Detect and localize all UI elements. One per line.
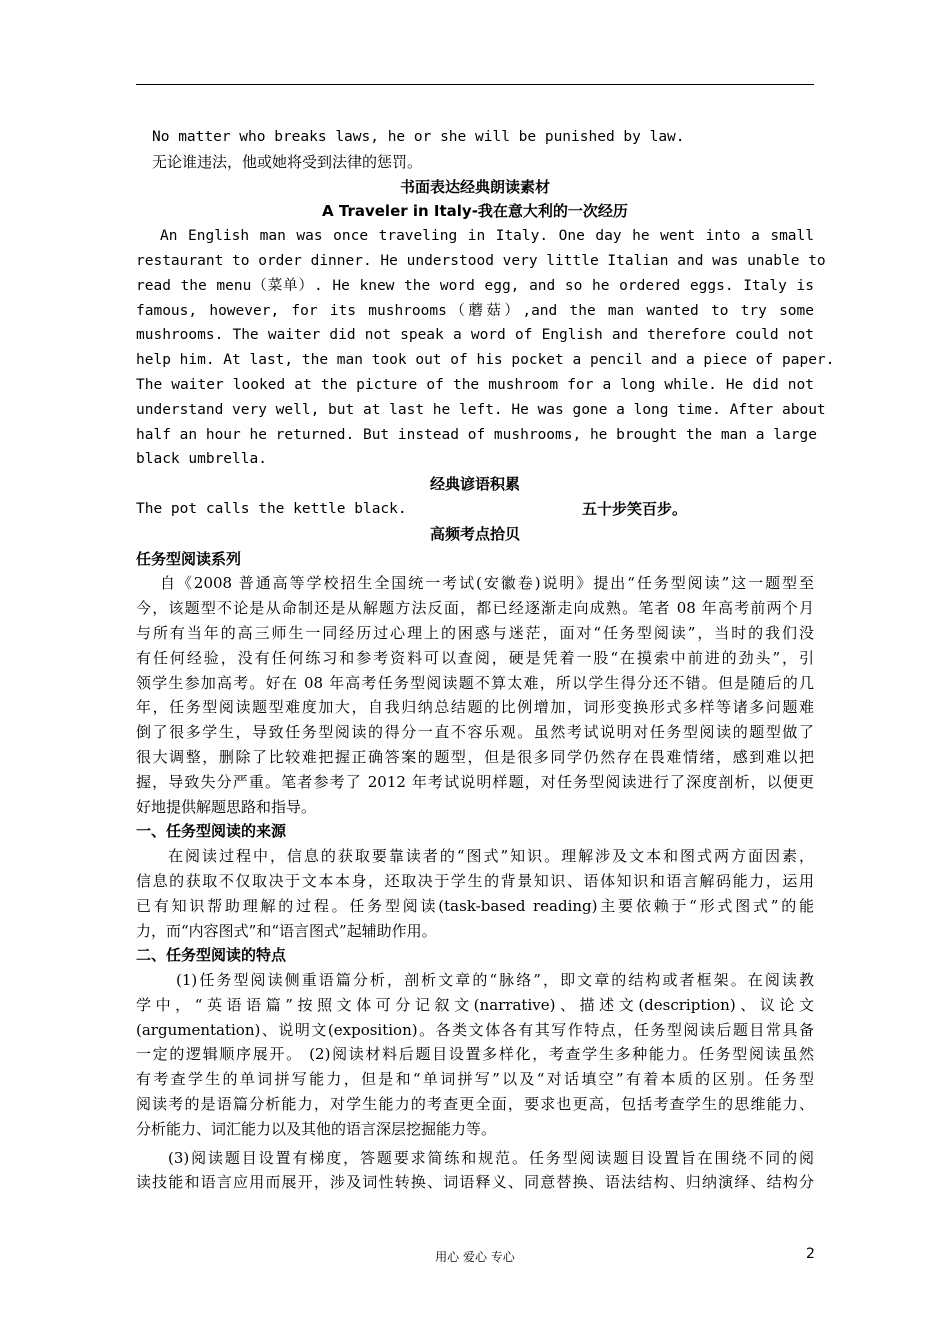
- section2-line: 阅读考的是语篇分析能力，对学生能力的考查更全面，要求也更高，包括考查学生的思维能力、: [136, 1095, 814, 1114]
- proverb-cn: 五十步笑百步。: [582, 499, 688, 518]
- intro-line: 很大调整，删除了比较难把握正确答案的题型，但是很多同学仍然存在畏难情绪，感到难以把: [136, 747, 814, 766]
- section1-line: 在阅读过程中，信息的获取要靠读者的“图式”知识。理解涉及文本和图式两方面因素，: [168, 847, 814, 866]
- passage-line: help him. At last, the man took out of his pocket a pencil and a piece of paper.: [136, 352, 835, 369]
- intro-line: 有任何经验，没有任何练习和参考资料可以查阅，硬是凭着一股“在摸索中前进的劲头”，引: [136, 648, 814, 667]
- reading-title: A Traveler in Italy-我在意大利的一次经历: [322, 202, 628, 221]
- page-number: 2: [806, 1246, 815, 1262]
- section2-line: 学中，“英语语篇”按照文体可分记叙文(narrative)、描述文(description)、议论文: [136, 995, 814, 1014]
- intro-line: 自《2008 普通高等学校招生全国统一考试(安徽卷)说明》提出“任务型阅读”这一题型至: [160, 574, 814, 593]
- proverb-heading: 经典谚语积累: [429, 475, 520, 494]
- passage-line: half an hour he returned. But instead of mushrooms, he brought the man a large: [136, 426, 817, 443]
- top-sentence-en: No matter who breaks laws, he or she will be punished by law.: [152, 129, 685, 145]
- intro-paragraph: [136, 571, 814, 819]
- section2-line: 分析能力、词汇能力以及其他的语言深层挖掘能力等。: [136, 1119, 497, 1138]
- intro-line: 与所有当年的高三师生一同经历过心理上的困惑与迷茫，面对“任务型阅读”，当时的我们没: [136, 623, 814, 642]
- section1-line: 已有知识帮助理解的过程。任务型阅读(task-based reading)主要依赖于“形式图式”的能: [136, 896, 814, 915]
- passage-line: restaurant to order dinner. He understood very little Italian and was unable to: [136, 252, 826, 269]
- passage-line: read the menu（菜单）. He knew the word egg, and so he ordered eggs. Italy is: [136, 277, 814, 294]
- passage-line: famous, however, for its mushrooms（蘑菇）,and the man wanted to try some: [136, 302, 814, 319]
- reading-passage: [136, 224, 835, 472]
- intro-line: 倒了很多学生，导致任务型阅读的得分一直不容乐观。虽然考试说明对任务型阅读的题型做了: [136, 723, 814, 742]
- section2-line: (argumentation)、说明文(exposition)。各类文体各有其写作特点，任务型阅读后题目常具备: [136, 1020, 814, 1039]
- passage-line: The waiter looked at the picture of the mushroom for a long while. He did not: [136, 376, 814, 393]
- passage-line: An English man was once traveling in Italy. One day he went into a small: [160, 228, 814, 245]
- section2-title: 二、任务型阅读的特点: [136, 946, 287, 965]
- reading-heading: 书面表达经典朗读素材: [399, 177, 550, 196]
- passage-line: understand very well, but at last he left. He was gone a long time. After about: [136, 401, 826, 418]
- header-rule: [136, 84, 814, 85]
- section1-line: 信息的获取不仅取决于文本本身，还取决于学生的背景知识、语体知识和语言解码能力，运用: [136, 871, 814, 890]
- section2-line: 有考查学生的单词拼写能力，但是和“单词拼写”以及“对话填空”有着本质的区别。任务型: [136, 1070, 814, 1089]
- series-title: 任务型阅读系列: [136, 549, 242, 568]
- section2-line: (3)阅读题目设置有梯度，答题要求简练和规范。任务型阅读题目设置旨在围绕不同的阅: [168, 1148, 814, 1167]
- intro-line: 年，任务型阅读题型难度加大，自我归纳总结题的比例增加，词形变换形式多样等诸多问题难: [136, 698, 814, 717]
- intro-line: 今，该题型不论是从命制还是从解题方法反面，都已经逐渐走向成熟。笔者 08 年高考前两个月: [136, 599, 814, 618]
- proverb-row: [136, 497, 814, 522]
- hot-points-heading: 高频考点拾贝: [429, 524, 520, 543]
- intro-line: 握，导致失分严重。笔者参考了 2012 年考试说明样题，对任务型阅读进行了深度剖析，以便更: [136, 772, 814, 791]
- section2-paragraph: [136, 968, 814, 1142]
- passage-line: black umbrella.: [136, 451, 267, 468]
- intro-line: 好地提供解题思路和指导。: [136, 797, 317, 816]
- section1-line: 力，而“内容图式”和“语言图式”起辅助作用。: [136, 921, 437, 940]
- section2-line: 一定的逻辑顺序展开。 (2)阅读材料后题目设置多样化，考查学生多种能力。任务型阅读虽然: [136, 1045, 814, 1064]
- intro-line: 领学生参加高考。好在 08 年高考任务型阅读题不算太难，所以学生得分还不错。但是随后的几: [136, 673, 814, 692]
- proverb-en: The pot calls the kettle black.: [136, 500, 407, 517]
- footer-motto: 用心 爱心 专心: [435, 1250, 515, 1264]
- section2-line: (1)任务型阅读侧重语篇分析，剖析文章的“脉络”，即文章的结构或者框架。在阅读教: [176, 971, 814, 990]
- section2-line: 读技能和语言应用而展开，涉及词性转换、词语释义、同意替换、语法结构、归纳演绎、结构分: [136, 1173, 814, 1192]
- section1-title: 一、任务型阅读的来源: [136, 822, 287, 841]
- page-content: [136, 125, 835, 1195]
- top-sentence-cn: 无论谁违法，他或她将受到法律的惩罚。: [152, 152, 423, 171]
- section1-paragraph: [136, 844, 814, 943]
- section2-paragraph-2: [136, 1146, 814, 1196]
- passage-line: mushrooms. The waiter did not speak a word of English and therefore could not: [136, 327, 814, 344]
